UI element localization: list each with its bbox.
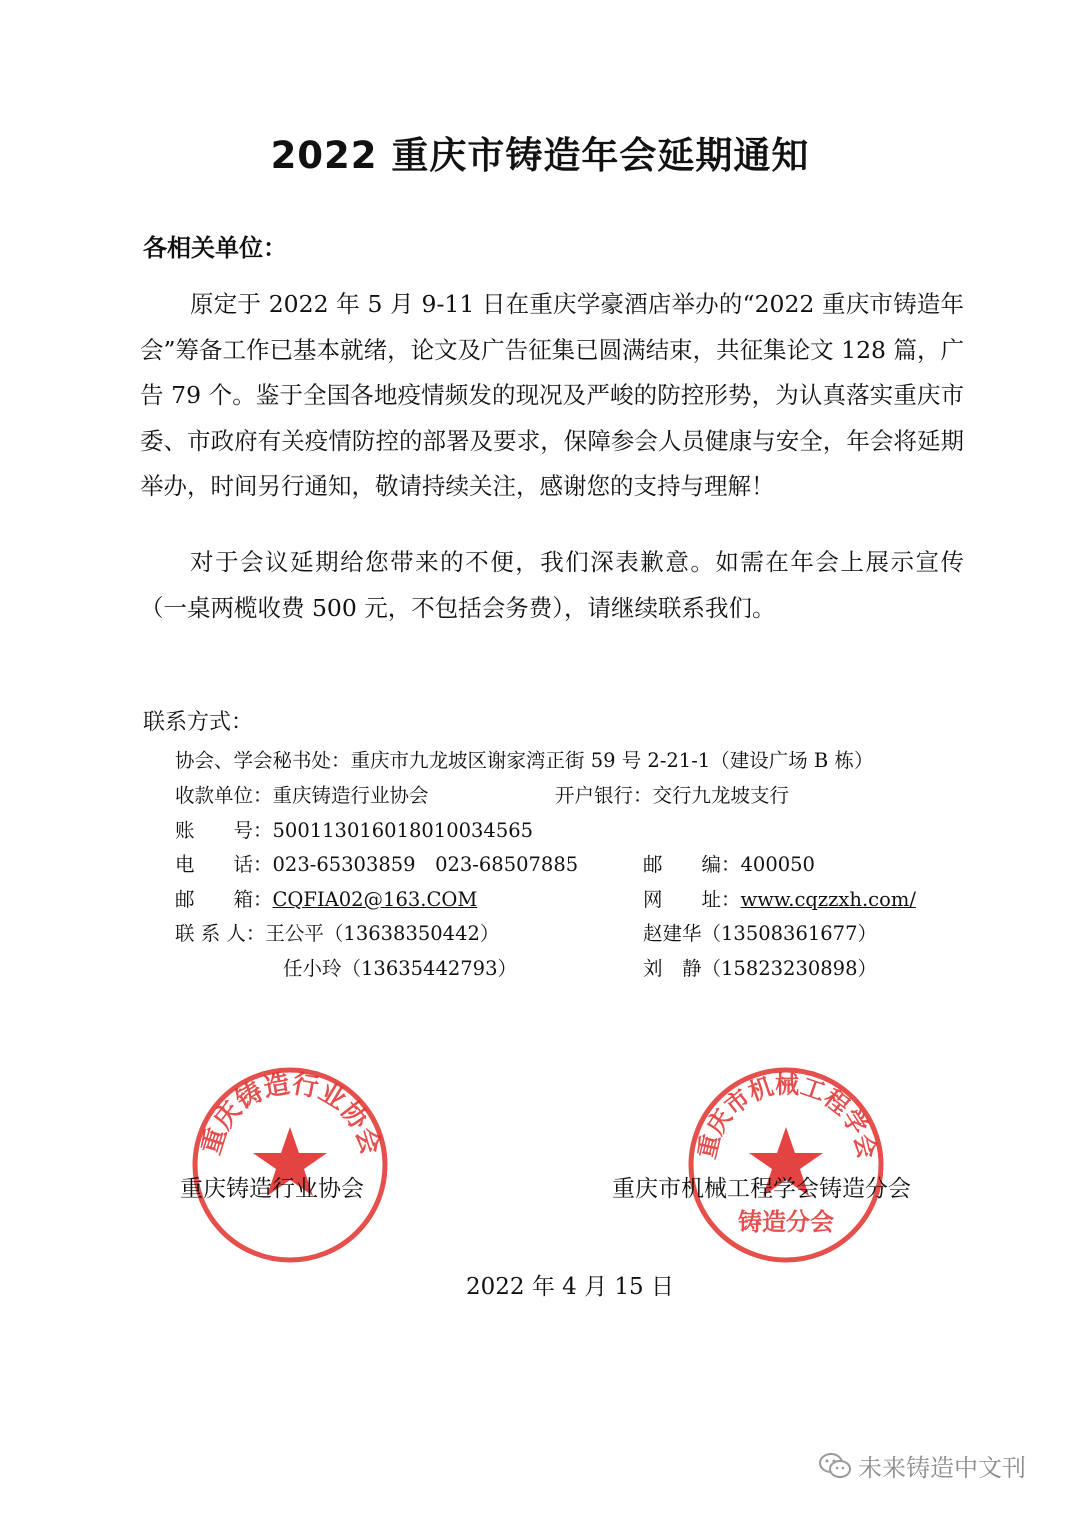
website-line bbox=[643, 884, 916, 912]
phone-value: 023-65303859 023-68507885 bbox=[272, 853, 579, 876]
contact-person-line-4 bbox=[643, 953, 877, 981]
contact-person: 赵建华（13508361677） bbox=[643, 922, 877, 945]
website-label: 网 址： bbox=[643, 888, 741, 911]
payee-label: 收款单位： bbox=[175, 784, 273, 807]
phone-line bbox=[175, 849, 578, 877]
right-seal-stamp bbox=[686, 1065, 886, 1265]
right-seal-bottom-text: 铸造分会 bbox=[738, 1208, 834, 1236]
contact-person: 任小玲（13635442793） bbox=[283, 957, 517, 980]
contact-person: 刘 静（15823230898） bbox=[643, 957, 877, 980]
secretariat-address: 协会、学会秘书处：重庆市九龙坡区谢家湾正街 59 号 2-21-1（建设广场 B 栋） bbox=[175, 749, 874, 772]
contact-person: 王公平（13638350442） bbox=[265, 922, 500, 945]
issue-date: 2022 年 4 月 15 日 bbox=[466, 1274, 674, 1300]
watermark bbox=[818, 1448, 1026, 1483]
salutation: 各相关单位： bbox=[143, 234, 287, 262]
watermark-text: 未来铸造中文刊 bbox=[858, 1454, 1026, 1482]
account-value: 500113016018010034565 bbox=[272, 819, 534, 842]
signature-right: 重庆市机械工程学会铸造分会 bbox=[612, 1176, 911, 1202]
account-line bbox=[175, 815, 533, 843]
body-paragraph-2: 对于会议延期给您带来的不便，我们深表歉意。如需在年会上展示宣传（一桌两榄收费 500 元，不包括会务费），请继续联系我们。 bbox=[140, 548, 964, 622]
email-label: 邮 箱： bbox=[175, 888, 273, 911]
website-link[interactable]: www.cqzzxh.com/ bbox=[740, 888, 916, 911]
account-label: 账 号： bbox=[175, 819, 273, 842]
bank-line bbox=[555, 780, 789, 808]
left-seal-stamp bbox=[190, 1065, 390, 1265]
signature-left: 重庆铸造行业协会 bbox=[180, 1176, 364, 1202]
page-title: 2022 重庆市铸造年会延期通知 bbox=[270, 134, 810, 177]
phone-label: 电 话： bbox=[175, 853, 273, 876]
payee-value: 重庆铸造行业协会 bbox=[272, 784, 429, 807]
payee-line bbox=[175, 780, 429, 808]
email-link[interactable]: CQFIA02@163.COM bbox=[272, 888, 478, 911]
postcode-line bbox=[643, 849, 815, 877]
left-seal-text: 重庆铸造行业协会 bbox=[196, 1069, 386, 1159]
bank-value: 交行九龙坡支行 bbox=[652, 784, 790, 807]
wechat-icon bbox=[818, 1451, 852, 1481]
postcode-label: 邮 编： bbox=[643, 853, 741, 876]
bank-label: 开户银行： bbox=[555, 784, 653, 807]
email-line bbox=[175, 884, 477, 912]
postcode-value: 400050 bbox=[740, 853, 815, 876]
body-paragraph-1: 原定于 2022 年 5 月 9-11 日在重庆学豪酒店举办的“2022 重庆市铸造年会”筹备工作已基本就绪，论文及广告征集已圆满结束，共征集论文 128 篇，广告 79 个。鉴于全国各地疫情频发的现况及严峻的防控形势，为认真落实重庆市委、市政府有关疫情防控的部署及要求，保障参会人员健康与安全，年会将延期举办，时间另行通知，敬请持续关注，感谢您的支持与理解！ bbox=[140, 290, 964, 500]
right-seal-text: 重庆市机械工程学会 bbox=[692, 1071, 882, 1162]
contact-person-line-2 bbox=[643, 918, 877, 946]
persons-label: 联 系 人： bbox=[175, 922, 266, 945]
contact-person-line-1 bbox=[175, 918, 499, 946]
contact-person-line-3 bbox=[283, 953, 517, 981]
contact-heading: 联系方式： bbox=[143, 710, 254, 735]
